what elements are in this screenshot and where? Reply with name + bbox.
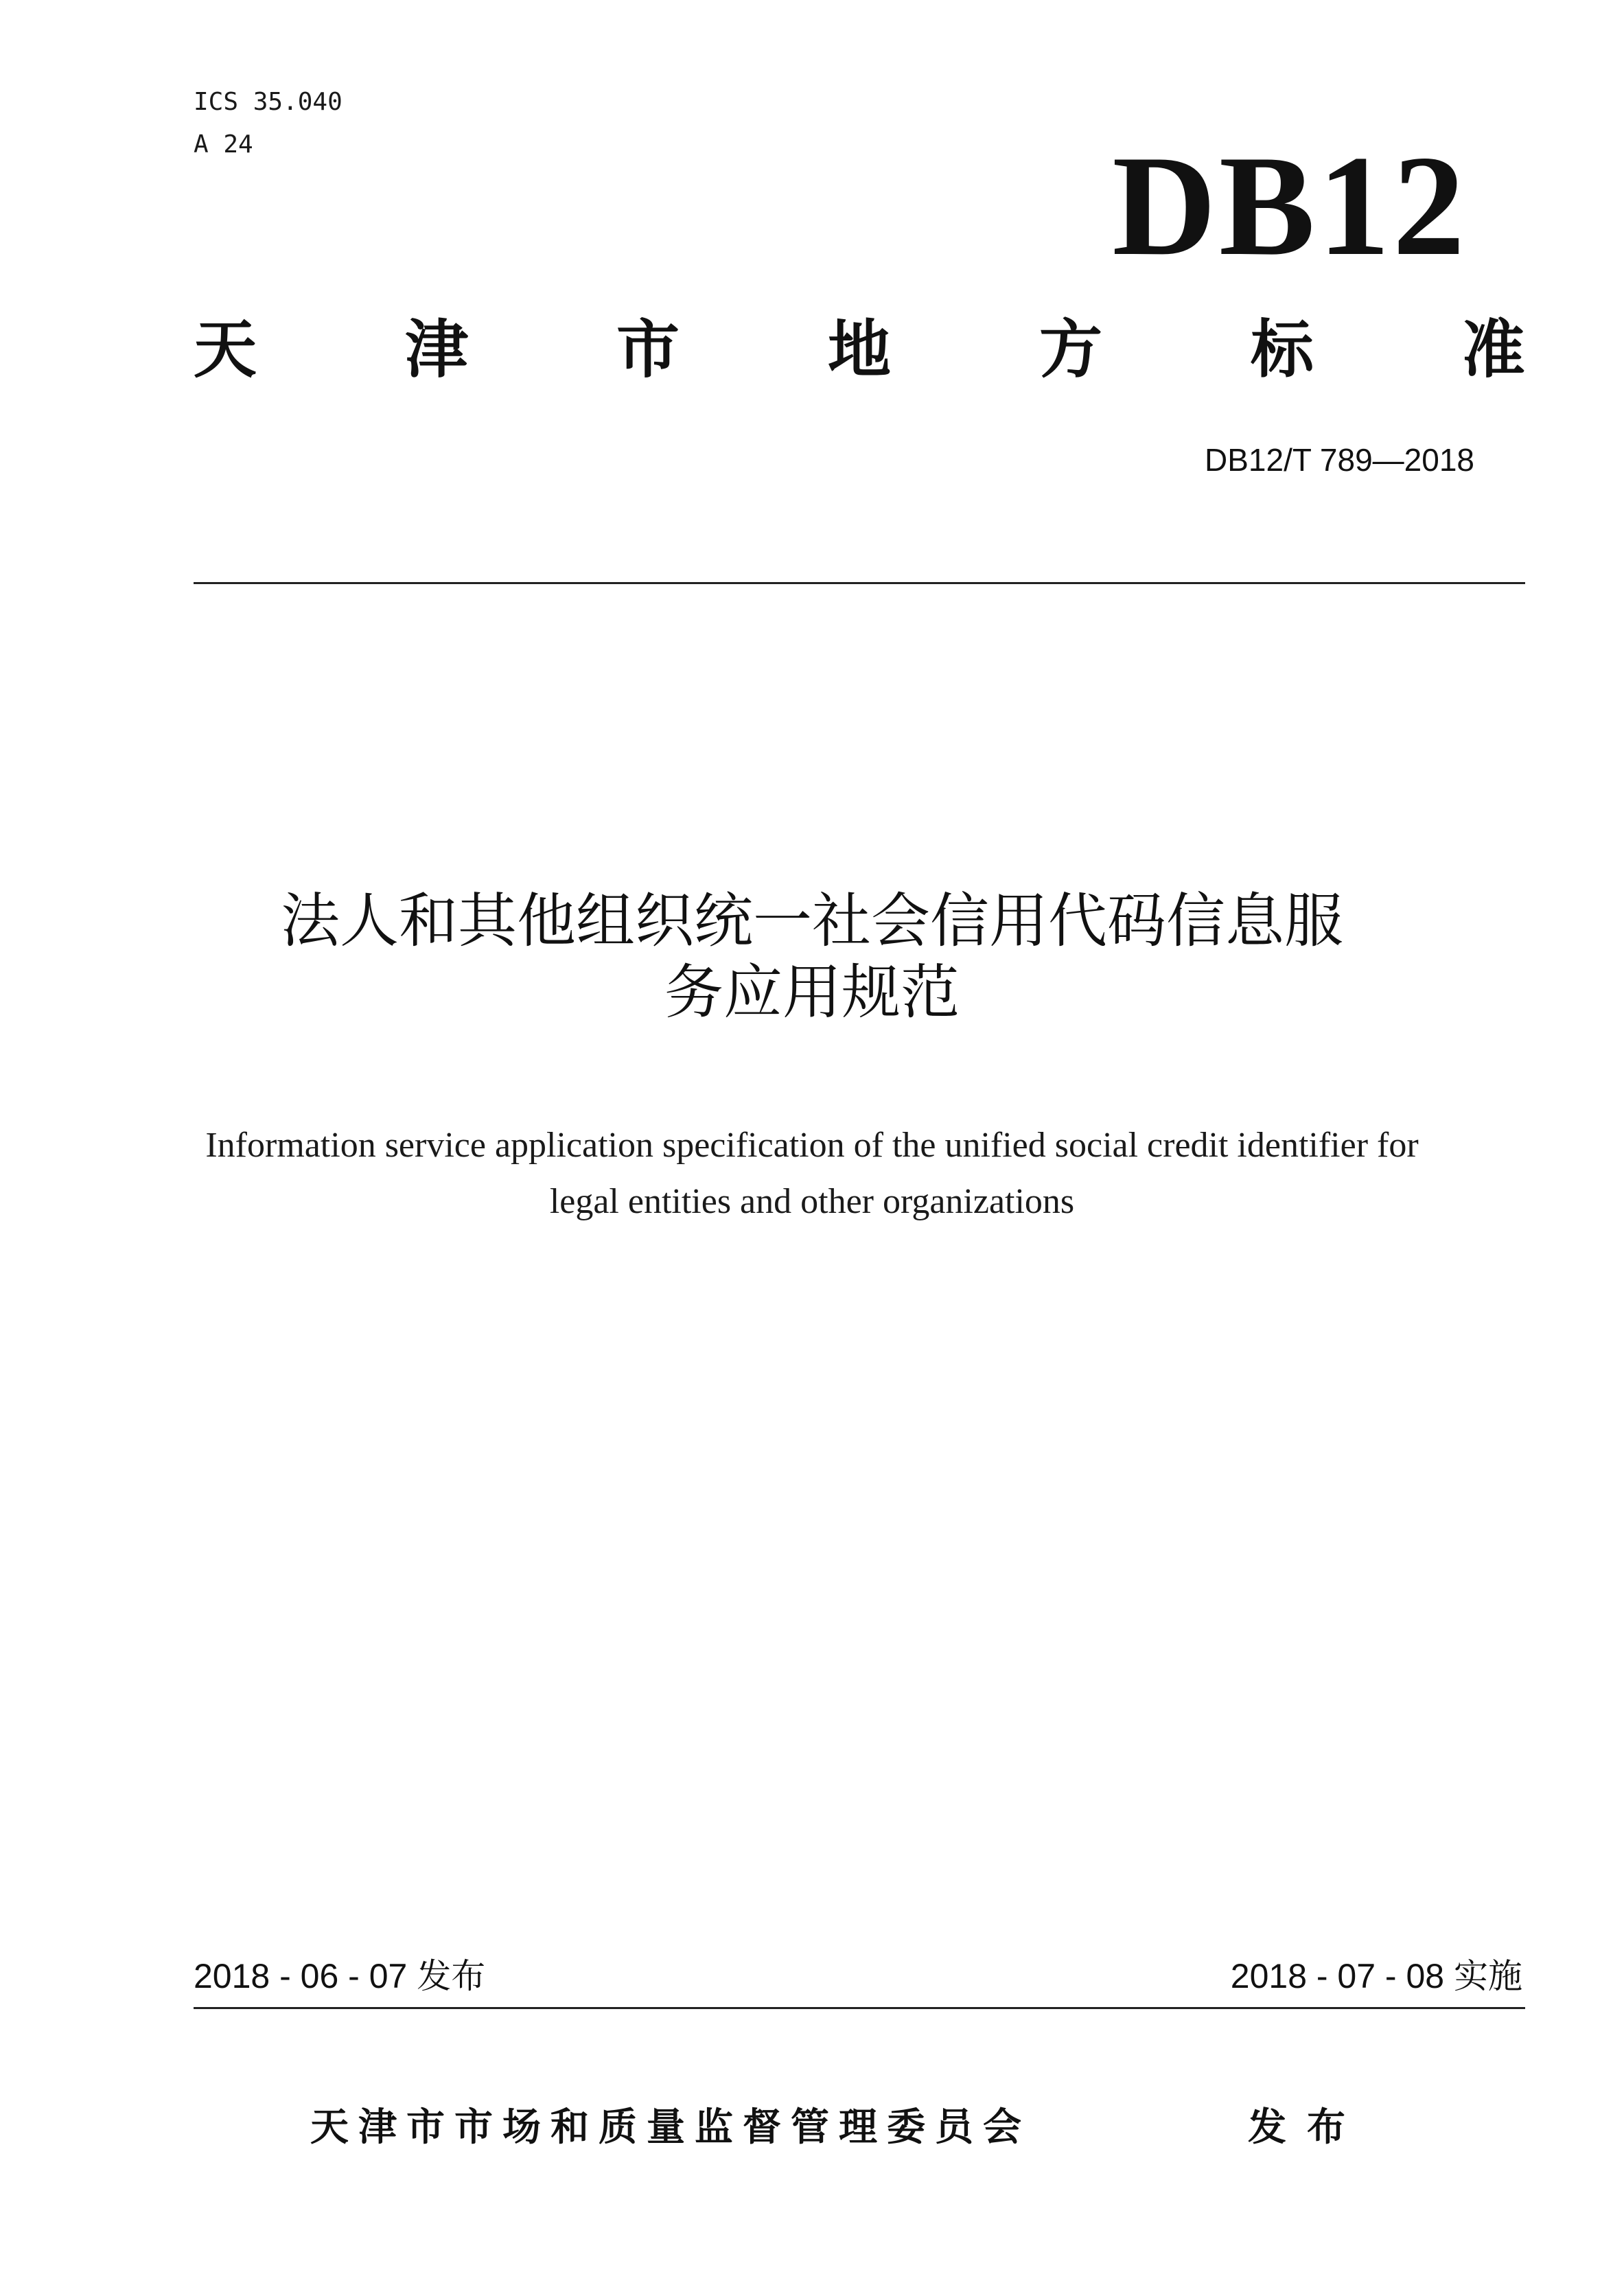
issue-date-value: 2018 - 06 - 07 <box>194 1957 408 1995</box>
issuing-authority: 天津市市场和质量监督管理委员会 <box>310 2105 1031 2150</box>
issue-word: 发布 <box>1248 2105 1366 2150</box>
document-title-chinese <box>0 885 1624 1028</box>
footer-divider <box>194 2007 1525 2009</box>
issue-date-label: 发布 <box>417 1956 486 1996</box>
standard-type-char: 地 <box>827 313 891 386</box>
issue-date <box>194 1955 485 1997</box>
title-cn-line-2: 务应用规范 <box>664 958 960 1027</box>
standard-type-char: 市 <box>616 313 680 386</box>
ics-code: ICS 35.040 <box>194 88 343 116</box>
header-divider <box>194 582 1525 584</box>
title-cn-line-1: 法人和其他组织统一社会信用代码信息服 <box>281 887 1343 955</box>
ccs-code: A 24 <box>194 130 253 159</box>
document-title-english <box>0 1117 1624 1230</box>
title-en-line-2: legal entities and other organizations <box>549 1182 1075 1221</box>
title-en-line-1: Information service application specification of the unified social credit identifier for <box>205 1126 1419 1165</box>
implementation-date-value: 2018 - 07 - 08 <box>1230 1957 1445 1995</box>
standard-type-title <box>194 312 1525 388</box>
classification-codes <box>194 81 343 166</box>
db-code-logo: DB12 <box>1112 126 1468 286</box>
standard-type-char: 准 <box>1461 313 1525 386</box>
standard-type-char: 天 <box>194 313 257 386</box>
implementation-date <box>1231 1955 1522 1997</box>
implementation-date-label: 实施 <box>1454 1956 1522 1996</box>
standard-type-char: 津 <box>404 313 468 386</box>
standard-type-char: 标 <box>1250 313 1314 386</box>
standard-number: DB12/T 789—2018 <box>1205 442 1474 478</box>
standard-type-char: 方 <box>1039 313 1102 386</box>
